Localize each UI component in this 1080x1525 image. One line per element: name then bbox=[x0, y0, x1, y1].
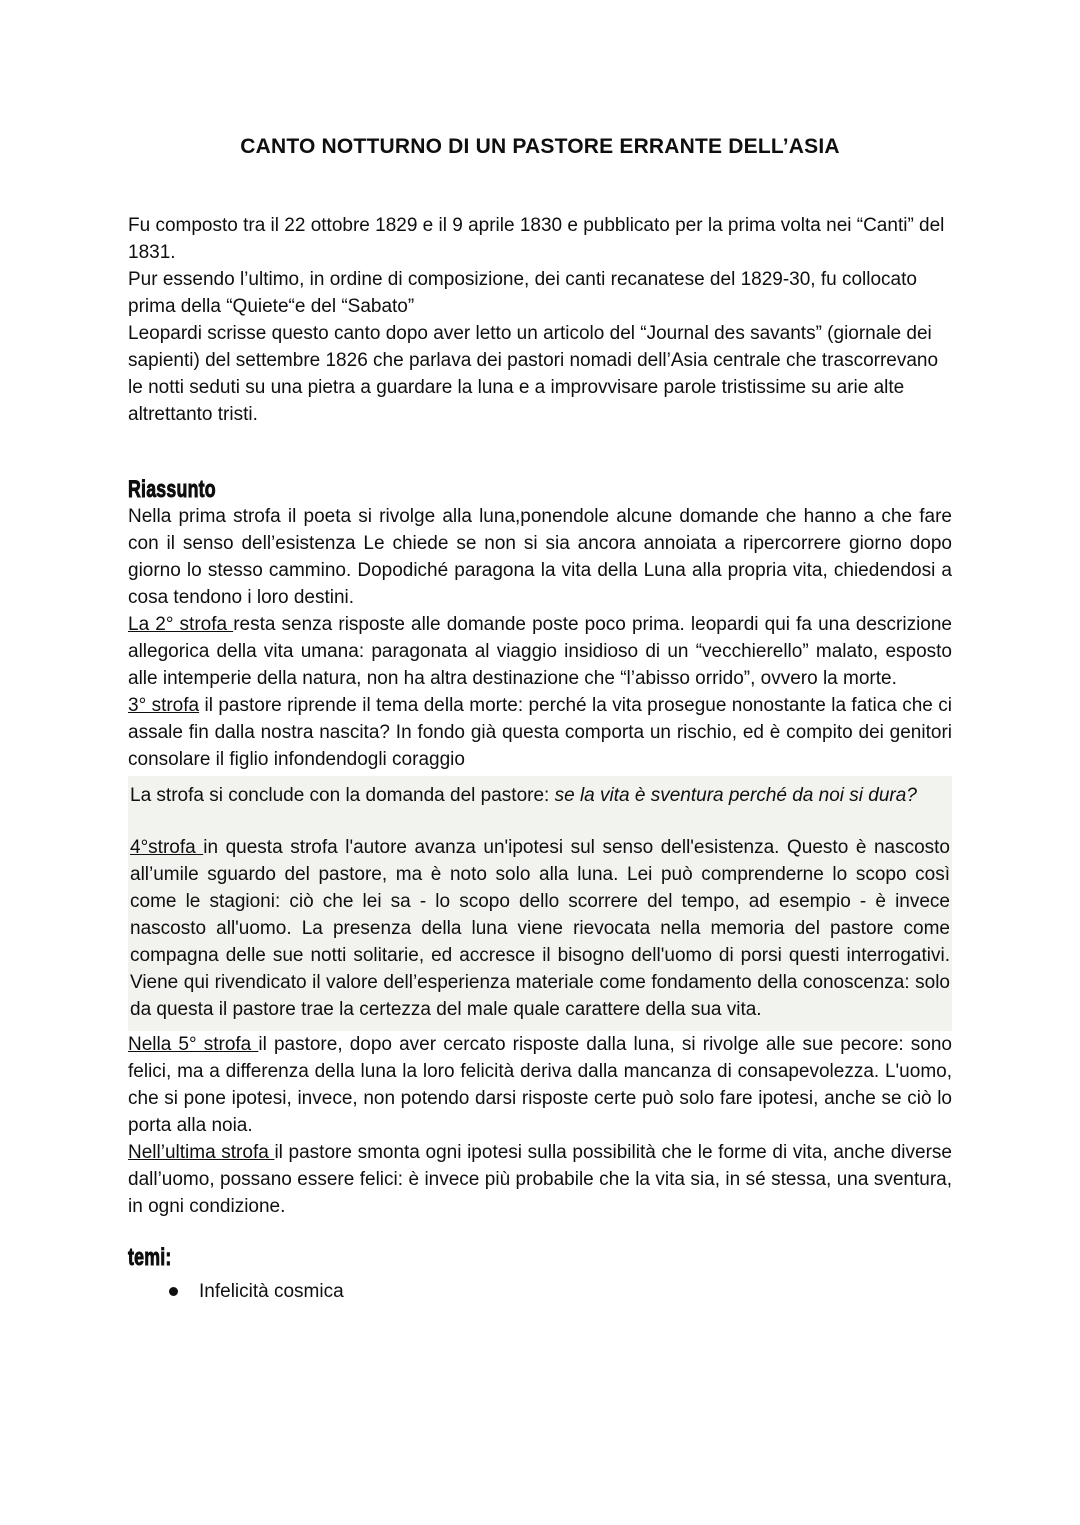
list-item-label: Infelicità cosmica bbox=[199, 1281, 344, 1302]
paragraph-strofa-2: La 2° strofa resta senza risposte alle domande poste poco prima. leopardi qui fa una descrizione allegorica della vita umana: paragonata al viaggio insidioso di un “vecchierello” malato, esposto alle intemperie della natura, non ha altra destinazione che “l’abisso orrido”, ovvero la morte. bbox=[128, 614, 952, 689]
paragraph-strofa-3: 3° strofa il pastore riprende il tema della morte: perché la vita prosegue nonostante la fatica che ci assale fin dalla nostra nascita? In fondo già questa comporta un rischio, ed è compito dei genitori consolare il figlio infondendogli coraggio bbox=[128, 695, 952, 770]
riassunto-heading-row bbox=[128, 475, 952, 503]
list-item bbox=[128, 1278, 952, 1305]
intro-paragraph-3: Leopardi scrisse questo canto dopo aver letto un articolo del “Journal des savants” (giornale dei sapienti) del settembre 1826 che parlava dei pastori nomadi dell’Asia centrale che trascorrevano le notti seduti su una pietra a guardare la luna e a improvvisare parole tristissime su arie alte altrettanto tristi. bbox=[128, 323, 939, 425]
paragraph-strofa-5: Nella 5° strofa il pastore, dopo aver cercato risposte dalla luna, si rivolge alle sue pecore: sono felici, ma a differenza della luna la loro felicità deriva dalla mancanza di consapevolezza. L'uomo, che si pone ipotesi, invece, non potendo darsi risposte certe può solo fare ipotesi, anche se ciò lo porta alla noia. bbox=[128, 1034, 952, 1136]
paragraph-strofa-4: 4°strofa in questa strofa l'autore avanza un'ipotesi sul senso dell'esistenza. Questo è nascosto all’umile sguardo del pastore, ma è noto solo alla luna. Lei può comprenderne lo scopo così come le stagioni: ciò che lei sa - lo scopo dello scorrere del tempo, ad esempio - è invece nascosto all'uomo. La presenza della luna viene rievocata nella memoria del pastore come compagna delle sue notti solitarie, ed accresce il bisogno dell'uomo di porsi questi interrogativi. Viene qui rivendicato il valore dell’esperienza materiale come fondamento della conoscenza: solo da questa il pastore trae la certezza del male quale carattere della sua vita. bbox=[130, 837, 951, 1020]
page-title: CANTO NOTTURNO DI UN PASTORE ERRANTE DELL’ASIA bbox=[240, 135, 840, 158]
intro-paragraph-1: Fu composto tra il 22 ottobre 1829 e il 9 aprile 1830 e pubblicato per la prima volta nei “Canti” del 1831. bbox=[128, 215, 945, 263]
riassunto-heading: Riassunto bbox=[128, 476, 216, 503]
paragraph-conclusione-strofa-3: La strofa si conclude con la domanda del pastore: se la vita è sventura perché da noi si dura? bbox=[130, 785, 917, 806]
temi-section bbox=[128, 1243, 952, 1305]
temi-heading: temi: bbox=[128, 1244, 172, 1271]
highlighted-block bbox=[128, 776, 952, 1031]
intro-section bbox=[128, 212, 952, 428]
paragraph-strofa-1: Nella prima strofa il poeta si rivolge alla luna,ponendole alcune domande che hanno a che fare con il senso dell’esistenza Le chiede se non si sia ancora annoiata a ripercorrere giorno dopo giorno lo stesso cammino. Dopodiché paragona la vita della Luna alla propria vita, chiedendosi a cosa tendono i loro destini. bbox=[128, 506, 952, 608]
bullet-icon bbox=[169, 1287, 178, 1296]
paragraph-strofa-ultima: Nell’ultima strofa il pastore smonta ogni ipotesi sulla possibilità che le forme di vita, anche diverse dall’uomo, possano essere felici: è invece più probabile che la vita sia, in sé stessa, una sventura, in ogni condizione. bbox=[128, 1142, 952, 1217]
intro-paragraph-2: Pur essendo l’ultimo, in ordine di composizione, dei canti recanatese del 1829-30, fu collocato prima della “Quiete“e del “Sabato” bbox=[128, 269, 917, 317]
temi-heading-row bbox=[128, 1243, 952, 1271]
